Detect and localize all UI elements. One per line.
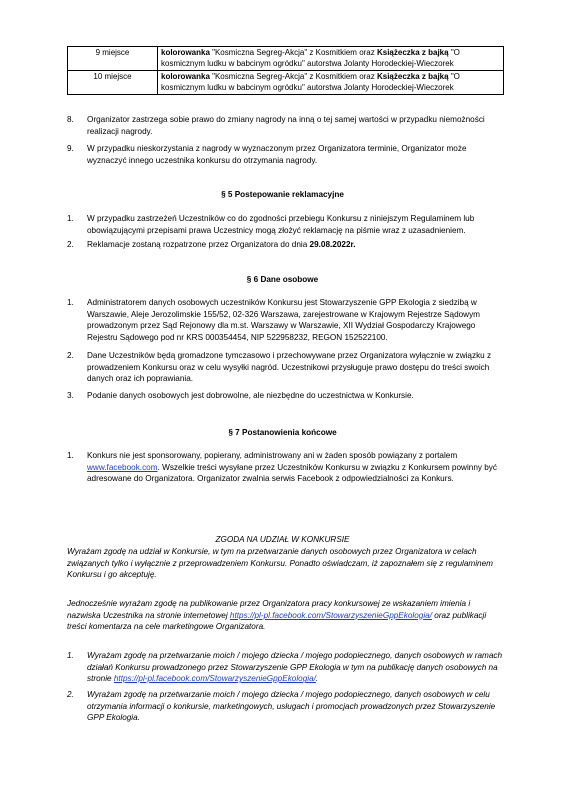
section-heading: § 6 Dane osobowe [246, 275, 319, 284]
consent-title: ZGODA NA UDZIAŁ W KONKURSIE [215, 535, 350, 544]
prize-table [67, 46, 504, 95]
prize-cell: kolorowanka "Kosmiczna Segreg-Akcja" z Kosmitkiem oraz Książeczka z bajką "O kosmicznym ludku w babcinym ogródku" autorstwa Jolanty Horodeckiej-Wieczorek [158, 71, 504, 95]
list-item: 1. W przypadku zastrzeżeń Uczestników co do zgodności przebiegu Konkursu z niniejszym Regulaminem lub obowiązującymi przepisami prawa Uczestnicy mogą złożyć reklamację na piśmie wraz z uzasadnieniem. [67, 214, 475, 235]
section-heading: § 5 Postepowanie reklamacyjne [221, 190, 344, 199]
facebook-link[interactable]: www.facebook.com [87, 462, 158, 472]
prize-cell: kolorowanka "Kosmiczna Segreg-Akcja" z Kosmitkiem oraz Książeczka z bajką "O kosmicznym ludku w babcinym ogródku" autorstwa Jolanty Horodeckiej-Wieczorek [158, 47, 504, 71]
list-item: 1. Konkurs nie jest sponsorowany, popierany, administrowany ani w żaden sposób powiązany z portalem www.facebook.com. Wszelkie treści wysyłane przez Uczestników Konkursu w związku z Konkursem powinny być adresowane do Organizatora. Organizator zwalnia serwis Facebook z odpowiedzialności za Konkurs. [67, 451, 497, 484]
list-item: 1. Administratorem danych osobowych uczestników Konkursu jest Stowarzyszenie GPP Ekologia z siedzibą w Warszawie, Aleje Jerozolimskie 155/52, 02-326 Warszawa, zarejestrowane w Krajowym Rejestrze Sądowym prowadzonym przez Sąd Rejonowy dla m.st. Warszawy w Warszawie, XII Wydział Gospodarczy Krajowego Rejestru Sądowego pod nr KRS 000354454, NIP 522958232, REGON 152522100. [67, 298, 480, 342]
place-cell: 9 miejsce [68, 47, 158, 71]
place-cell: 10 miejsce [68, 71, 158, 95]
list-item: 2. Dane Uczestników będą gromadzone tymczasowo i przechowywane przez Organizatora wyłącznie w związku z prowadzeniem Konkursu oraz w celu wysyłki nagród. Uczestnikowi przysługuje prawo dostępu do treści swoich danych oraz ich poprawiania. [67, 351, 492, 384]
list-item: 3. Podanie danych osobowych jest dobrowolne, ale niezbędne do uczestnictwa w Konkursie. [67, 391, 414, 400]
consent-paragraph: Jednocześnie wyrażam zgodę na publikowanie przez Organizatora pracy konkursowej ze wskazaniem imienia i nazwiska Uczestnika na stronie internetowej https://pl-pl.facebook.com/StowarzyszenieGppEkologia/ oraz publikacji treści komentarza na cele marketingowe Organizatora. [67, 599, 487, 632]
section-heading: § 7 Postanowienia końcowe [228, 428, 337, 437]
consent-paragraph: Wyrażam zgodę na udział w Konkursie, w tym na przetwarzanie danych osobowych przez Organizatora w celach związanych tylko i wyłącznie z przeprowadzeniem Konkursu. Ponadto oświadczam, iż zapoznałem się z regulaminem Konkursu i go akceptuję. [67, 547, 493, 580]
facebook-page-link[interactable]: https://pl-pl.facebook.com/StowarzyszenieGppEkologia/ [113, 674, 316, 684]
list-item: 8. Organizator zastrzega sobie prawo do zmiany nagrody na inną o tej samej wartości w przypadku niemożności realizacji nagrody. [67, 115, 485, 136]
list-item: 2. Reklamacje zostaną rozpatrzone przez Organizatora do dnia 29.08.2022r. [67, 240, 356, 249]
list-item: 1. Wyrażam zgodę na przetwarzanie moich / mojego dziecka / mojego podopiecznego, danych osobowych w ramach działań Konkursu prowadzonego przez Stowarzyszenie GPP Ekologia w tym na publikację danych osobowych na stronie https://pl-pl.facebook.com/StowarzyszenieGppEkologia/. [67, 651, 503, 684]
table-row [68, 47, 504, 71]
list-item: 9. W przypadku nieskorzystania z nagrody w wyznaczonym przez Organizatora terminie, Organizator może wyznaczyć innego uczestnika konkursu do otrzymania nagrody. [67, 144, 467, 165]
list-item: 2. Wyrażam zgodę na przetwarzanie moich / mojego dziecka / mojego podopiecznego, danych osobowych w celu otrzymania informacji o konkursie, marketingowych, usługach i promocjach prowadzonych przez Stowarzyszenie GPP Ekologia. [67, 690, 496, 723]
table-row [68, 71, 504, 95]
facebook-page-link[interactable]: https://pl-pl.facebook.com/StowarzyszenieGppEkologia/ [229, 610, 432, 620]
